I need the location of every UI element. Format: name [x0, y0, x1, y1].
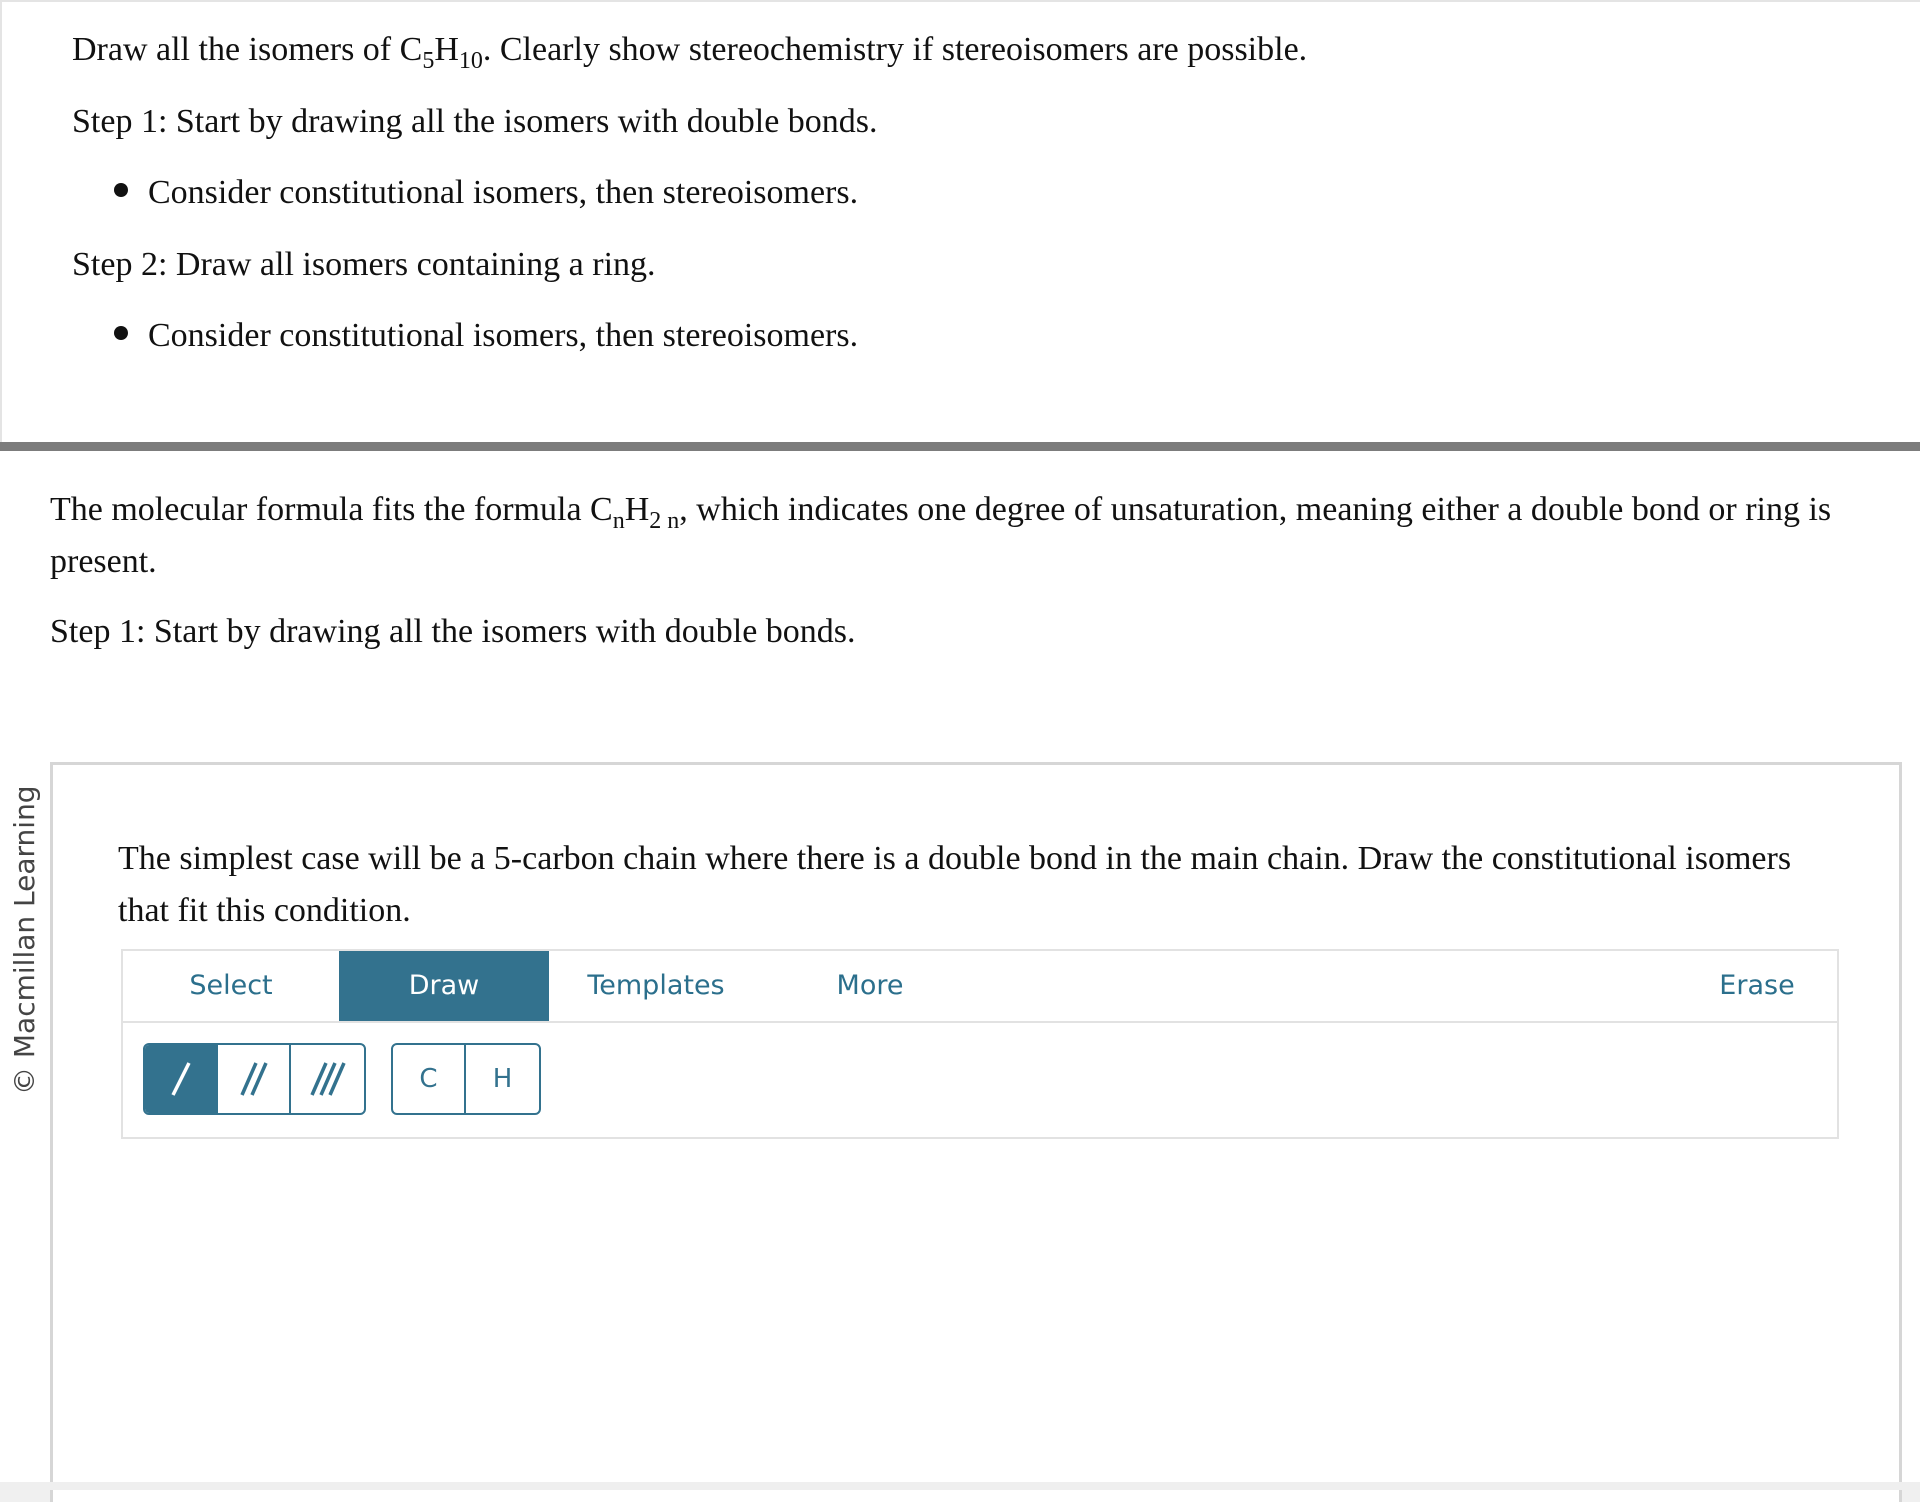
- question-step1-bullet: Consider constitutional isomers, then stereoisomers.: [114, 173, 858, 213]
- double-bond-button[interactable]: [218, 1045, 291, 1113]
- double-bond-icon: [232, 1057, 276, 1101]
- question-step2: Step 2: Draw all isomers containing a ring.: [72, 246, 656, 283]
- tab-more[interactable]: More: [836, 970, 904, 1001]
- single-bond-icon: [159, 1057, 203, 1101]
- sketch-canvas[interactable]: [121, 1139, 1839, 1469]
- tab-templates[interactable]: Templates: [587, 970, 725, 1001]
- solution-intro: The molecular formula fits the formula $C_nH_{2 n}$, which indicates one degree of unsaturation, meaning either a double bond or ring is present.: [50, 491, 1832, 580]
- question-panel: [0, 0, 1920, 442]
- bullet-icon: [114, 183, 128, 197]
- atom-tool-group: [391, 1043, 541, 1115]
- bullet-icon: [114, 326, 128, 340]
- page-bottom-strip: [0, 1482, 1920, 1490]
- section-divider: [0, 442, 1920, 451]
- bond-tool-group: [143, 1043, 366, 1115]
- question-step1: Step 1: Start by drawing all the isomers with double bonds.: [72, 103, 878, 140]
- hydrogen-atom-button[interactable]: H: [492, 1064, 513, 1094]
- triple-bond-button[interactable]: [291, 1045, 364, 1113]
- sketcher-tool-bar: [121, 1021, 1839, 1139]
- sketcher-toolbar: [121, 949, 1839, 1023]
- solution-step1: Step 1: Start by drawing all the isomers with double bonds.: [50, 613, 856, 650]
- triple-bond-icon: [306, 1057, 350, 1101]
- question-title: Draw all the isomers of $C_5H_{10}$. Clearly show stereochemistry if stereoisomers are possible.: [72, 31, 1308, 74]
- copyright-watermark: © Macmillan Learning: [8, 785, 41, 1095]
- carbon-atom-button[interactable]: C: [393, 1045, 466, 1113]
- tab-draw[interactable]: Draw: [339, 951, 549, 1021]
- erase-button[interactable]: Erase: [1719, 970, 1795, 1001]
- single-bond-button[interactable]: [145, 1045, 218, 1113]
- tab-select[interactable]: Select: [189, 970, 273, 1001]
- question-step2-bullet: Consider constitutional isomers, then stereoisomers.: [114, 316, 858, 356]
- step-card: [50, 762, 1902, 1502]
- step-instruction: The simplest case will be a 5-carbon chain where there is a double bond in the main chain. Draw the constitutional isomers that fit this condition.: [118, 840, 1792, 929]
